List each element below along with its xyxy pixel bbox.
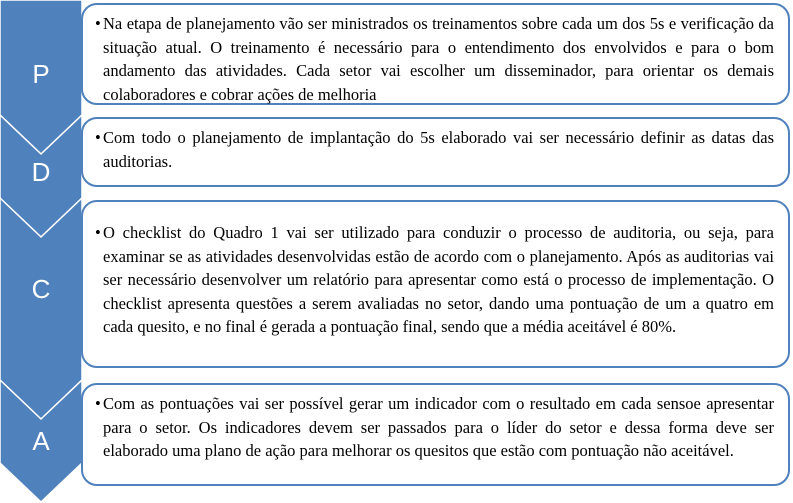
chevron-p-letter: P	[32, 59, 50, 89]
step-a-bullet: •	[95, 394, 101, 413]
step-a-box	[81, 383, 790, 486]
chevron-a-letter: A	[32, 426, 50, 456]
step-d-text: Com todo o planejamento de implantação do 5s elaborado vai ser necessário definir as datas das auditorias.	[103, 128, 774, 171]
step-p-text: Na etapa de planejamento vão ser ministrados os treinamentos sobre cada um dos 5s e verificação da situação atual. O treinamento é necessário para o entendimento dos envolvidos e para o bom andamento das atividades. Cada setor vai escolher um disseminador, para orientar os demais colaboradores e cobrar ações de melhoria	[103, 14, 774, 104]
step-c-box	[81, 200, 790, 368]
step-c-text: O checklist do Quadro 1 vai ser utilizado para conduzir o processo de auditoria, ou seja, para examinar se as atividades desenvolvidas estão de acordo com o planejamento. Após as auditorias vai ser necessário desenvolver um relatório para apresentar como está o processo de implementação. O checklist apresenta questões a serem avaliadas no setor, dando uma pontuação de um a quatro em cada quesito, e no final é gerada a pontuação final, sendo que a média aceitável é 80%.	[103, 223, 774, 336]
step-c-bullet: •	[95, 223, 101, 242]
step-p-box	[81, 3, 790, 105]
step-d-bullet: •	[95, 128, 101, 147]
step-a-text: Com as pontuações vai ser possível gerar um indicador com o resultado em cada sensoe apresentar para o setor. Os indicadores devem ser passados para o líder do setor e dessa forma deve ser elaborado uma plano de ação para melhorar os quesitos que estão com pontuação não aceitável.	[103, 394, 774, 460]
step-p-bullet: •	[95, 14, 101, 33]
chevron-d-letter: D	[31, 157, 51, 187]
step-d-box	[81, 117, 790, 187]
chevron-c-letter: C	[31, 274, 51, 304]
